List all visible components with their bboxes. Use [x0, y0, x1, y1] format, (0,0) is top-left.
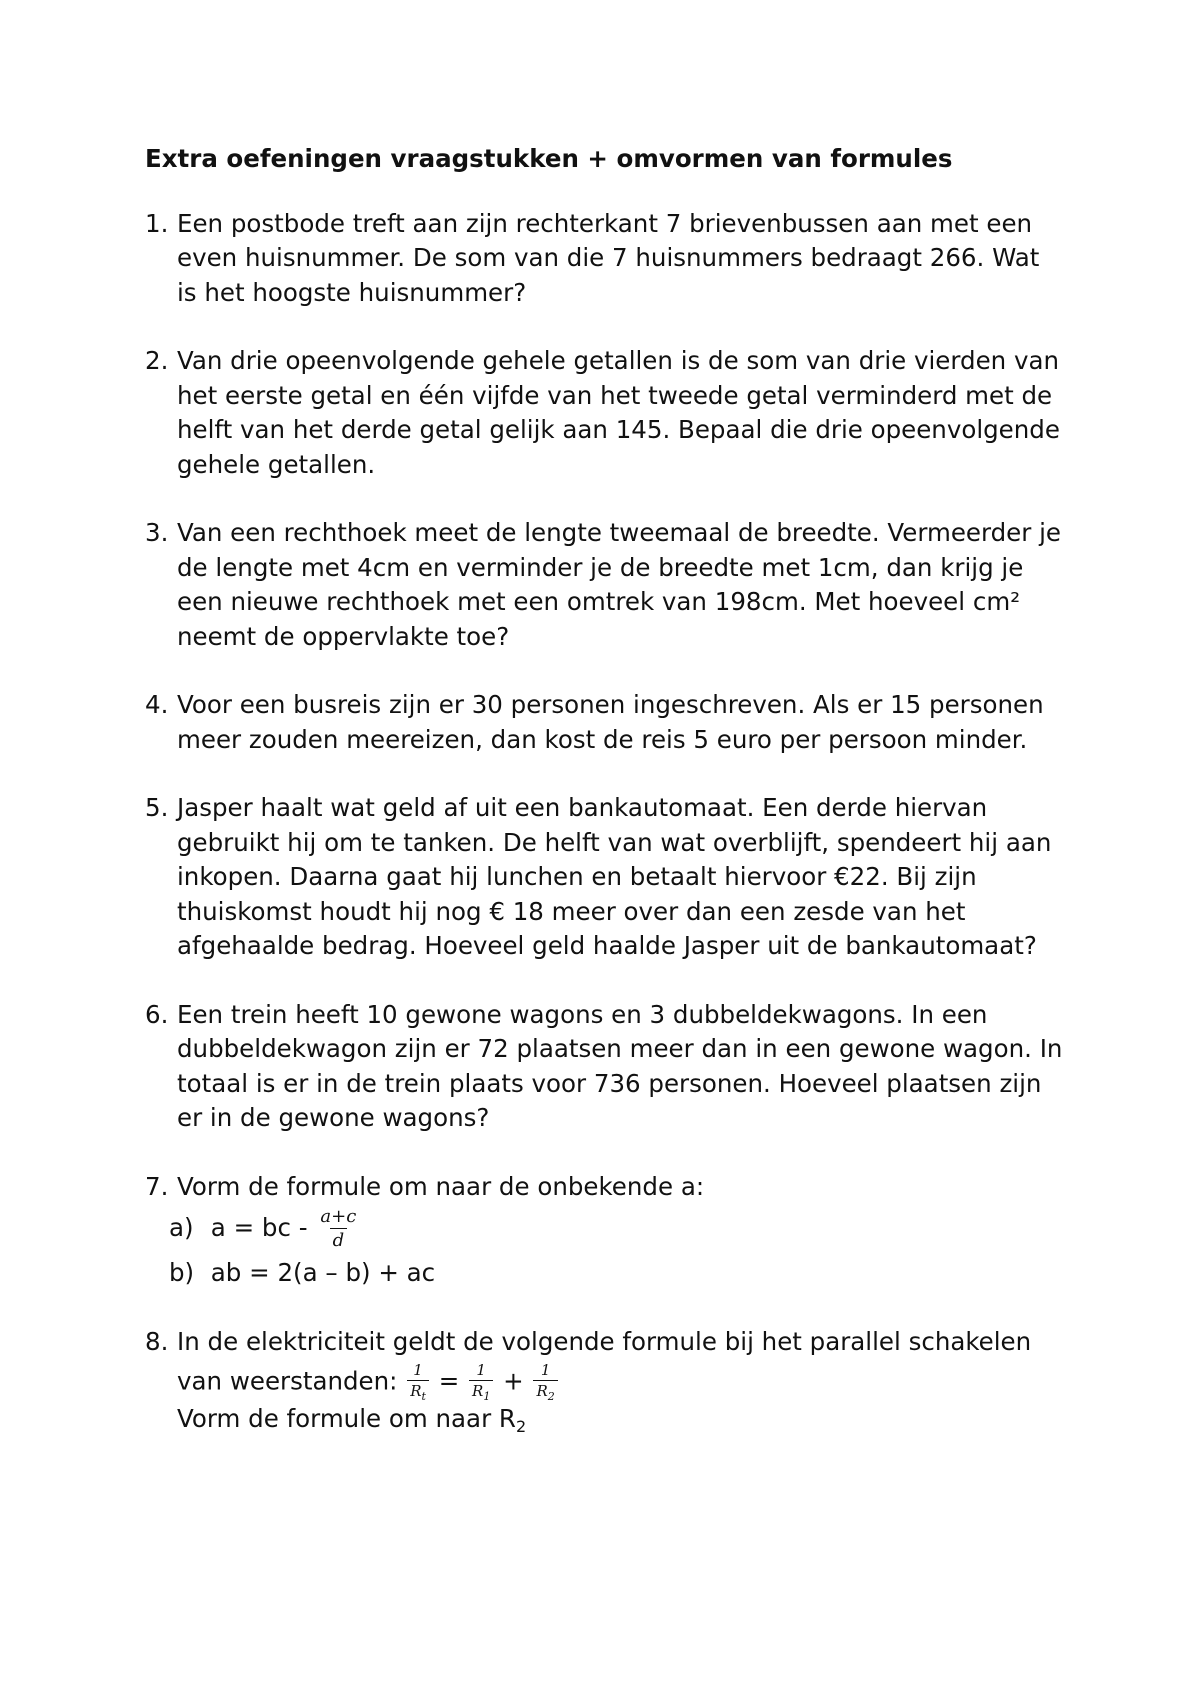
- numerator: 1: [413, 1361, 423, 1379]
- numerator: a+c: [320, 1206, 357, 1227]
- numerator: 1: [540, 1361, 551, 1379]
- question-text: [177, 207, 1075, 311]
- question-number: 6.: [145, 999, 169, 1029]
- fraction-r1: [469, 1363, 493, 1402]
- question-number: 3.: [145, 518, 169, 547]
- question-text: [177, 344, 1075, 482]
- question-list: [145, 207, 1075, 1136]
- question-number: 4.: [145, 690, 169, 719]
- text-line: gehele getallen.: [177, 449, 376, 479]
- text-line: het eerste getal en één vijfde van het tweede getal verminderd met de: [177, 380, 1053, 410]
- equals-sign: =: [438, 1366, 460, 1396]
- formula-text: a = bc -: [210, 1213, 308, 1242]
- question-number: 8.: [145, 1326, 169, 1356]
- subscript: 2: [515, 1417, 527, 1436]
- fraction-rt: [407, 1363, 429, 1402]
- subscript: 1: [483, 1390, 491, 1403]
- question-8: [145, 1325, 1075, 1445]
- fraction: [317, 1208, 359, 1250]
- question-8-line: In de elektriciteit geldt de volgende formule bij het parallel schakelen: [177, 1326, 1032, 1356]
- subscript: t: [421, 1390, 426, 1403]
- text-line: dubbeldekwagon zijn er 72 plaatsen meer dan in een gewone wagon. In: [177, 1034, 1063, 1063]
- question-5: [145, 791, 1075, 964]
- question-6: [145, 998, 1075, 1136]
- text-line: Van drie opeenvolgende gehele getallen is de som van drie vierden van: [177, 346, 1059, 375]
- text-line: meer zouden meereizen, dan kost de reis 5 euro per persoon minder.: [177, 724, 1028, 754]
- numerator: 1: [476, 1361, 486, 1379]
- text-line: er in de gewone wagons?: [177, 1103, 490, 1132]
- denominator: [407, 1380, 429, 1402]
- instruction-text: Vorm de formule om naar R: [177, 1404, 516, 1433]
- text-line: gebruikt hij om te tanken. De helft van wat overblijft, spendeert hij aan: [177, 827, 1052, 857]
- text-line: inkopen. Daarna gaat hij lunchen en betaalt hiervoor €22. Bij zijn: [177, 862, 977, 891]
- question-7: [145, 1170, 1075, 1291]
- denominator: [469, 1380, 493, 1402]
- text-line: even huisnummer. De som van die 7 huisnummers bedraagt 266. Wat: [177, 243, 1040, 272]
- question-7-intro: Vorm de formule om naar de onbekende a:: [177, 1171, 705, 1201]
- question-8-instruction: [177, 1402, 1075, 1445]
- question-4: [145, 688, 1075, 757]
- r-symbol: R: [410, 1382, 422, 1400]
- question-number: 7.: [145, 1171, 169, 1201]
- fraction-r2: [533, 1363, 557, 1402]
- text-line: thuiskomst houdt hij nog € 18 meer over dan een zesde van het: [177, 896, 966, 926]
- sub-label: b): [169, 1258, 195, 1287]
- question-text: [169, 1170, 1075, 1291]
- question-number: 5.: [145, 793, 169, 822]
- question-8-formula-line: [177, 1363, 1075, 1402]
- denominator: [533, 1380, 557, 1402]
- r-symbol: R: [472, 1382, 484, 1400]
- text-line: Van een rechthoek meet de lengte tweemaal de breedte. Vermeerder je: [177, 518, 1061, 547]
- text-line: helft van het derde getal gelijk aan 145. Bepaal die drie opeenvolgende: [177, 415, 1060, 444]
- text-line: totaal is er in de trein plaats voor 736 personen. Hoeveel plaatsen zijn: [177, 1068, 1042, 1098]
- text-line: is het hoogste huisnummer?: [177, 277, 527, 307]
- text-line: neemt de oppervlakte toe?: [177, 621, 510, 651]
- question-text: [177, 791, 1075, 964]
- question-text: [177, 1325, 1075, 1445]
- page-title: Extra oefeningen vraagstukken + omvormen van formules: [145, 144, 953, 173]
- text-line: Voor een busreis zijn er 30 personen ingeschreven. Als er 15 personen: [177, 690, 1044, 719]
- text-line: een nieuwe rechthoek met een omtrek van 198cm. Met hoeveel cm²: [177, 587, 1021, 616]
- plus-sign: +: [503, 1366, 524, 1396]
- denominator: d: [330, 1228, 348, 1250]
- formula-text: ab = 2(a – b) + ac: [210, 1258, 436, 1287]
- question-1: [145, 207, 1075, 311]
- question-number: 1.: [145, 208, 169, 238]
- subscript: 2: [547, 1390, 555, 1403]
- question-3: [145, 516, 1075, 654]
- question-7a: [169, 1208, 1075, 1250]
- question-number: 2.: [145, 346, 169, 375]
- question-7b: [169, 1256, 1075, 1291]
- text-line: Jasper haalt wat geld af uit een bankautomaat. Een derde hiervan: [177, 793, 988, 822]
- text-line: Een trein heeft 10 gewone wagons en 3 dubbeldekwagons. In een: [177, 999, 988, 1029]
- sub-label: a): [169, 1213, 194, 1242]
- r-symbol: R: [536, 1382, 548, 1400]
- worksheet: [145, 142, 1075, 1479]
- text-line: de lengte met 4cm en verminder je de breedte met 1cm, dan krijg je: [177, 552, 1024, 582]
- formula-intro: van weerstanden:: [177, 1366, 398, 1396]
- question-text: [177, 516, 1075, 654]
- question-2: [145, 344, 1075, 482]
- text-line: afgehaalde bedrag. Hoeveel geld haalde Jasper uit de bankautomaat?: [177, 931, 1037, 960]
- text-line: Een postbode treft aan zijn rechterkant 7 brievenbussen aan met een: [177, 208, 1033, 238]
- question-text: [177, 688, 1075, 757]
- question-text: [177, 998, 1075, 1136]
